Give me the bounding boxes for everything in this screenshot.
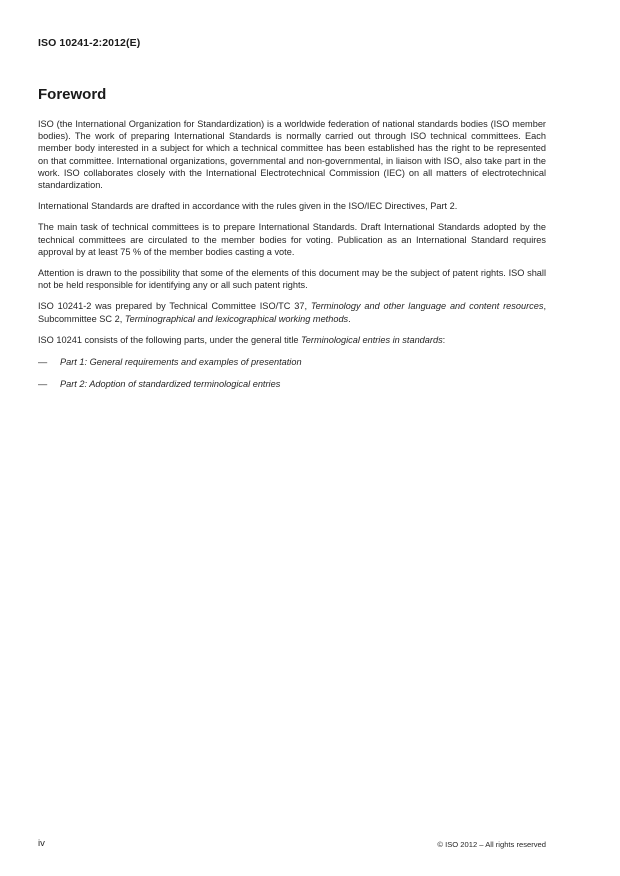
list-item-part-2 [38,378,546,390]
page-number: iv [38,838,45,849]
prepared-by-text-a: ISO 10241-2 was prepared by Technical Committee ISO/TC 37, [38,301,311,312]
paragraph-directives: International Standards are drafted in accordance with the rules given in the ISO/IEC Directives, Part 2. [38,201,458,212]
part-1-title: Part 1: General requirements and examples of presentation [60,357,302,368]
paragraph-technical-committees: The main task of technical committees is to prepare International Standards. Draft International Standards adopted by the technical committees are circulated to the member bodies for voting. Publication as an International Standard requires approval by at least 75 % of the member bodies casting a vote. [38,222,546,257]
dash-marker: — [38,357,48,368]
paragraph-iso-federation: ISO (the International Organization for Standardization) is a worldwide federation of national standards bodies (ISO member bodies). The work of preparing International Standards is normally carried out through ISO technical committees. Each member body interested in a subject for which a technical committee has been established has the right to be represented on that committee. International organizations, governmental and non-governmental, in liaison with ISO, also take part in the work. ISO collaborates closely with the International Electrotechnical Commission (IEC) on all matters of electrotechnical standardization. [38,119,546,191]
list-item-part-1 [38,356,546,368]
part-2-title: Part 2: Adoption of standardized terminological entries [60,379,281,390]
foreword-heading: Foreword [38,86,107,103]
committee-title: Terminology and other language and content resources [310,301,544,312]
parts-intro-text: ISO 10241 consists of the following parts, under the general title [38,334,302,345]
general-title: Terminological entries in standards [301,334,443,345]
copyright-notice: © ISO 2012 – All rights reserved [437,840,546,849]
parts-intro-colon: : [442,334,446,345]
paragraph-patent-rights: Attention is drawn to the possibility that some of the elements of this document may be the subject of patent rights. ISO shall not be held responsible for identifying any or all such patent rights. [38,268,546,291]
prepared-by-text-c: . [348,313,351,324]
prepared-by-text-b: , Subcommittee SC 2, [38,301,546,324]
paragraph-prepared-by [38,300,546,324]
dash-marker: — [38,379,48,390]
foreword-body [38,118,546,400]
paragraph-parts-intro [38,334,546,346]
document-identifier: ISO 10241-2:2012(E) [38,37,141,49]
subcommittee-title: Terminographical and lexicographical working methods [124,313,349,324]
